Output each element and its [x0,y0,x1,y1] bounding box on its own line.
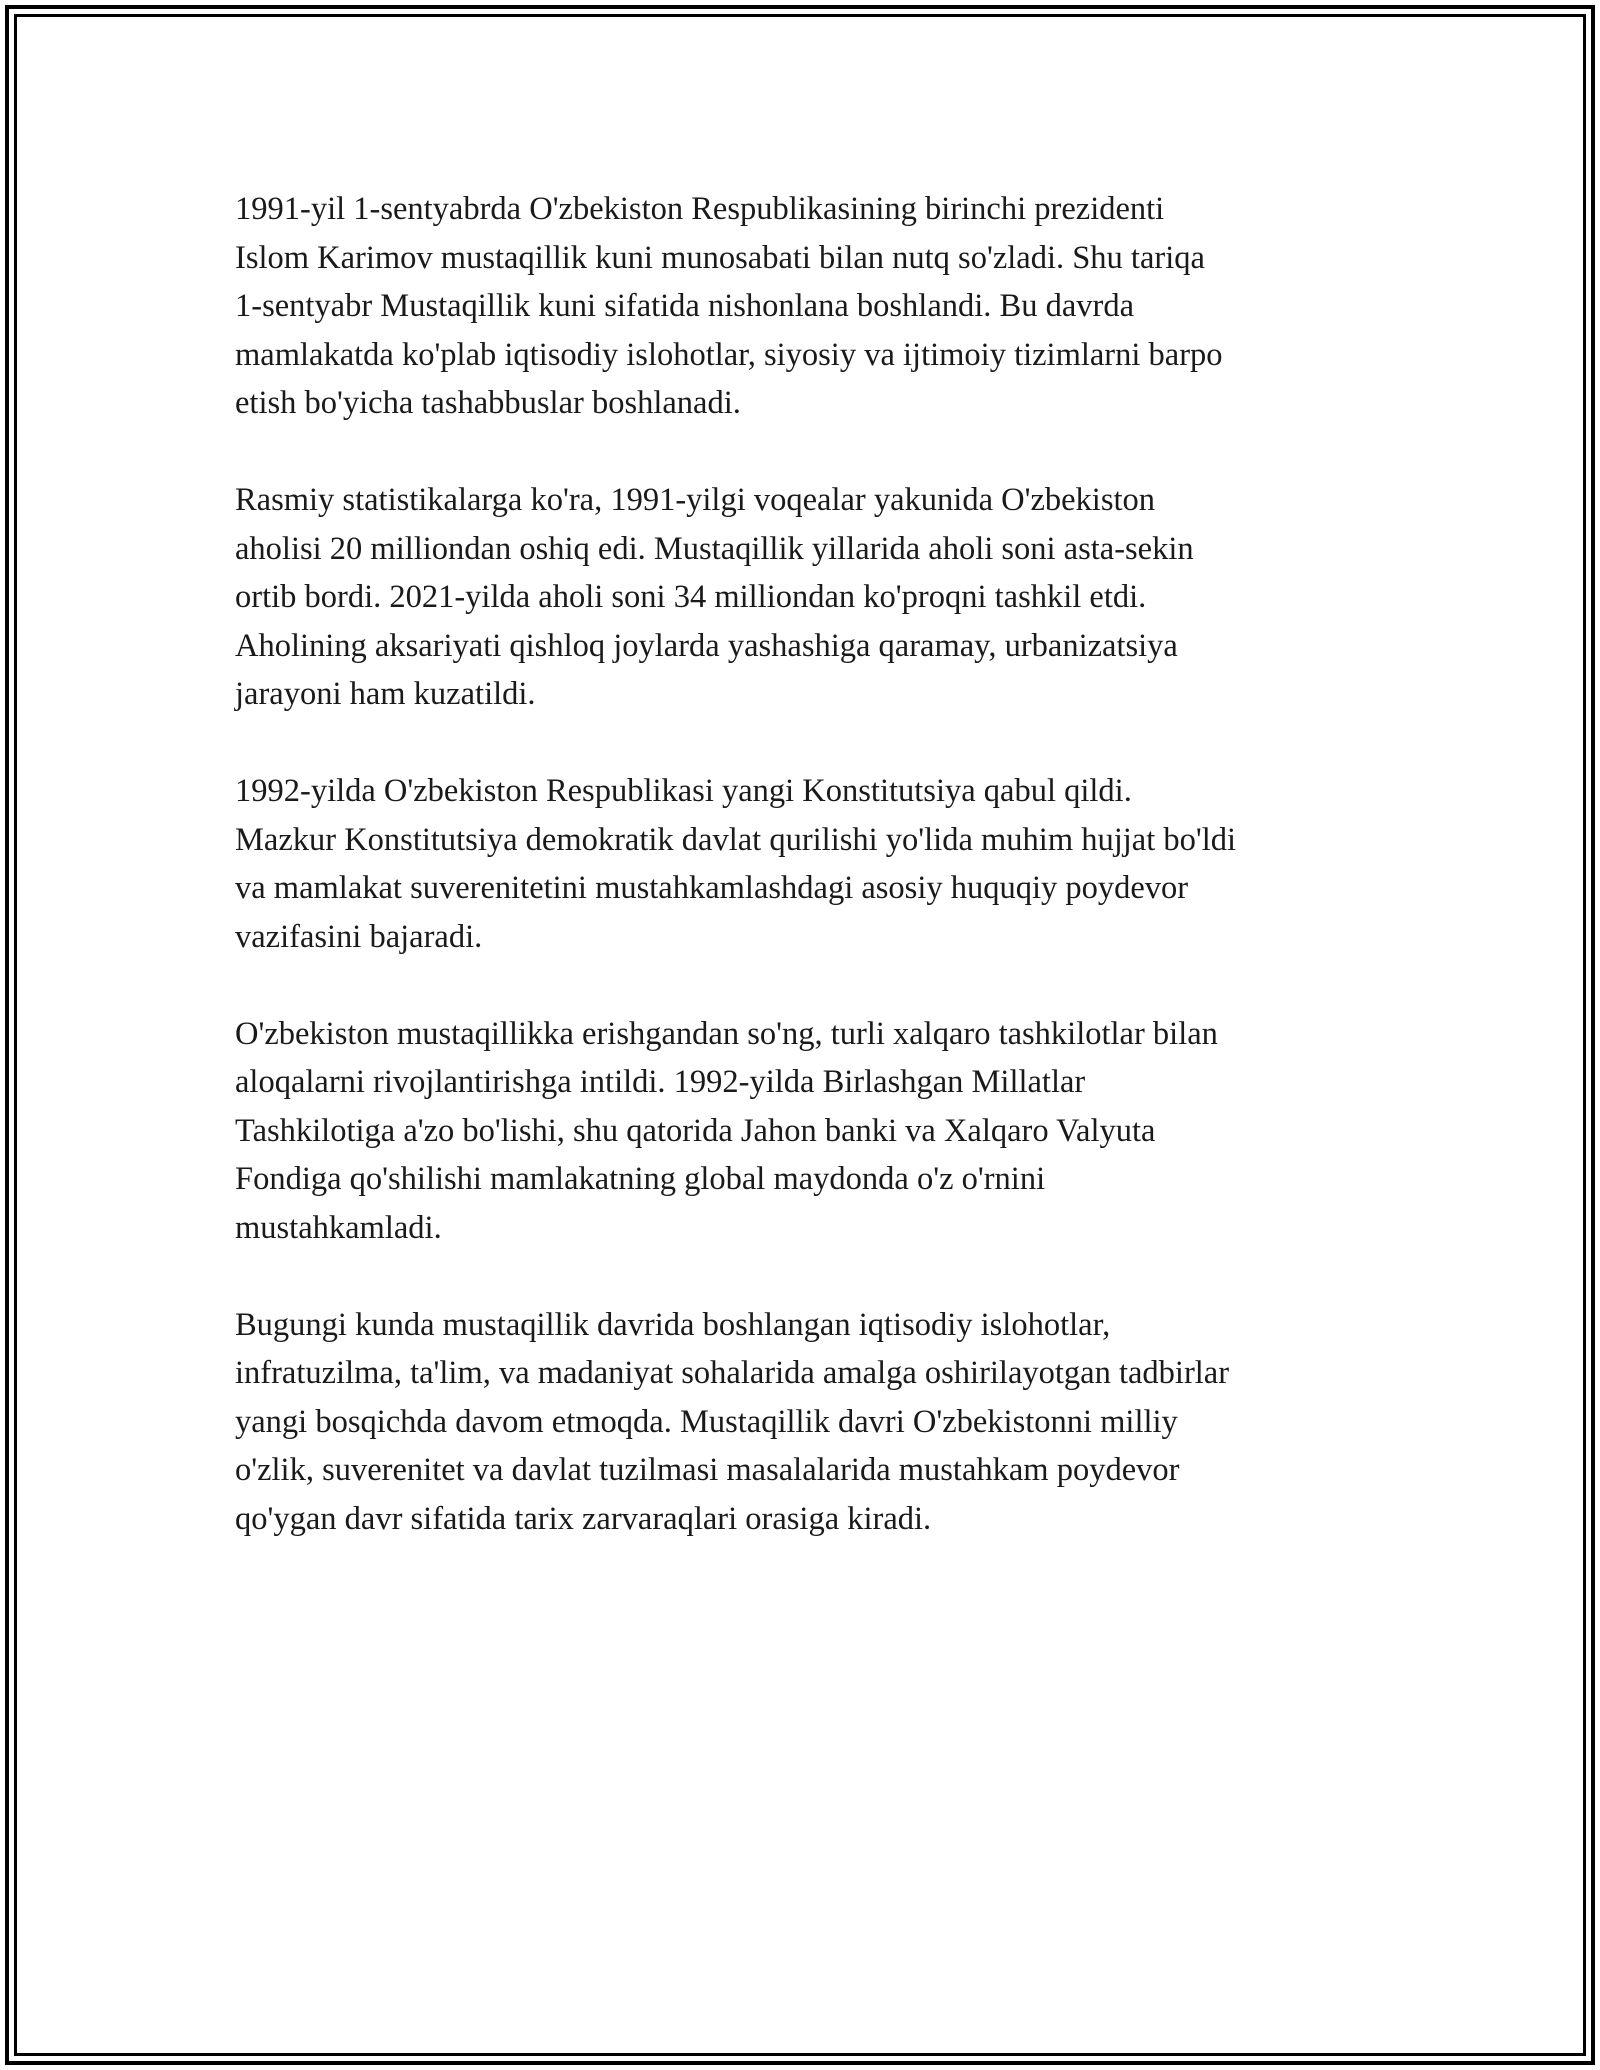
document-body [235,185,1375,1592]
paragraph-constitution: 1992-yilda O'zbekiston Respublikasi yangi Konstitutsiya qabul qildi. Mazkur Konstitutsiya demokratik davlat qurilishi yo'lida muhim hujjat bo'ldi va mamlakat suverenitetini mustahkamlashdagi asosiy huquqiy poydevor vazifasini bajaradi. [235,773,1237,955]
paragraph-international-relations: O'zbekiston mustaqillikka erishgandan so'ng, turli xalqaro tashkilotlar bilan aloqalarni rivojlantirishga intildi. 1992-yilda Birlashgan Millatlar Tashkilotiga a'zo bo'lishi, shu qatorida Jahon banki va Xalqaro Valyuta Fondiga qo'shilishi mamlakatning global maydonda o'z o'rnini mustahkamladi. [235,1015,1218,1246]
paragraph-population: Rasmiy statistikalarga ko'ra, 1991-yilgi voqealar yakunida O'zbekiston aholisi 20 milliondan oshiq edi. Mustaqillik yillarida aholi soni asta-sekin ortib bordi. 2021-yilda aholi soni 34 milliondan ko'proqni tashkil etdi. Aholining aksariyati qishloq joylarda yashashiga qaramay, urbanizatsiya jarayoni ham kuzatildi. [235,482,1194,712]
paragraph-independence-day: 1991-yil 1-sentyabrda O'zbekiston Respublikasining birinchi prezidenti Islom Karimov mustaqillik kuni munosabati bilan nutq so'zladi. Shu tariqa 1-sentyabr Mustaqillik kuni sifatida nishonlana boshlandi. Bu davrda mamlakatda ko'plab iqtisodiy islohotlar, siyosiy va ijtimoiy tizimlarni barpo etish bo'yicha tashabbuslar boshlanadi. [235,191,1223,421]
paragraph-present-day: Bugungi kunda mustaqillik davrida boshlangan iqtisodiy islohotlar, infratuzilma, ta'lim, va madaniyat sohalarida amalga oshirilayotgan tadbirlar yangi bosqichda davom etmoqda. Mustaqillik davri O'zbekistonni milliy o'zlik, suverenitet va davlat tuzilmasi masalalarida mustahkam poydevor qo'ygan davr sifatida tarix zarvaraqlari orasiga kiradi. [235,1306,1230,1537]
